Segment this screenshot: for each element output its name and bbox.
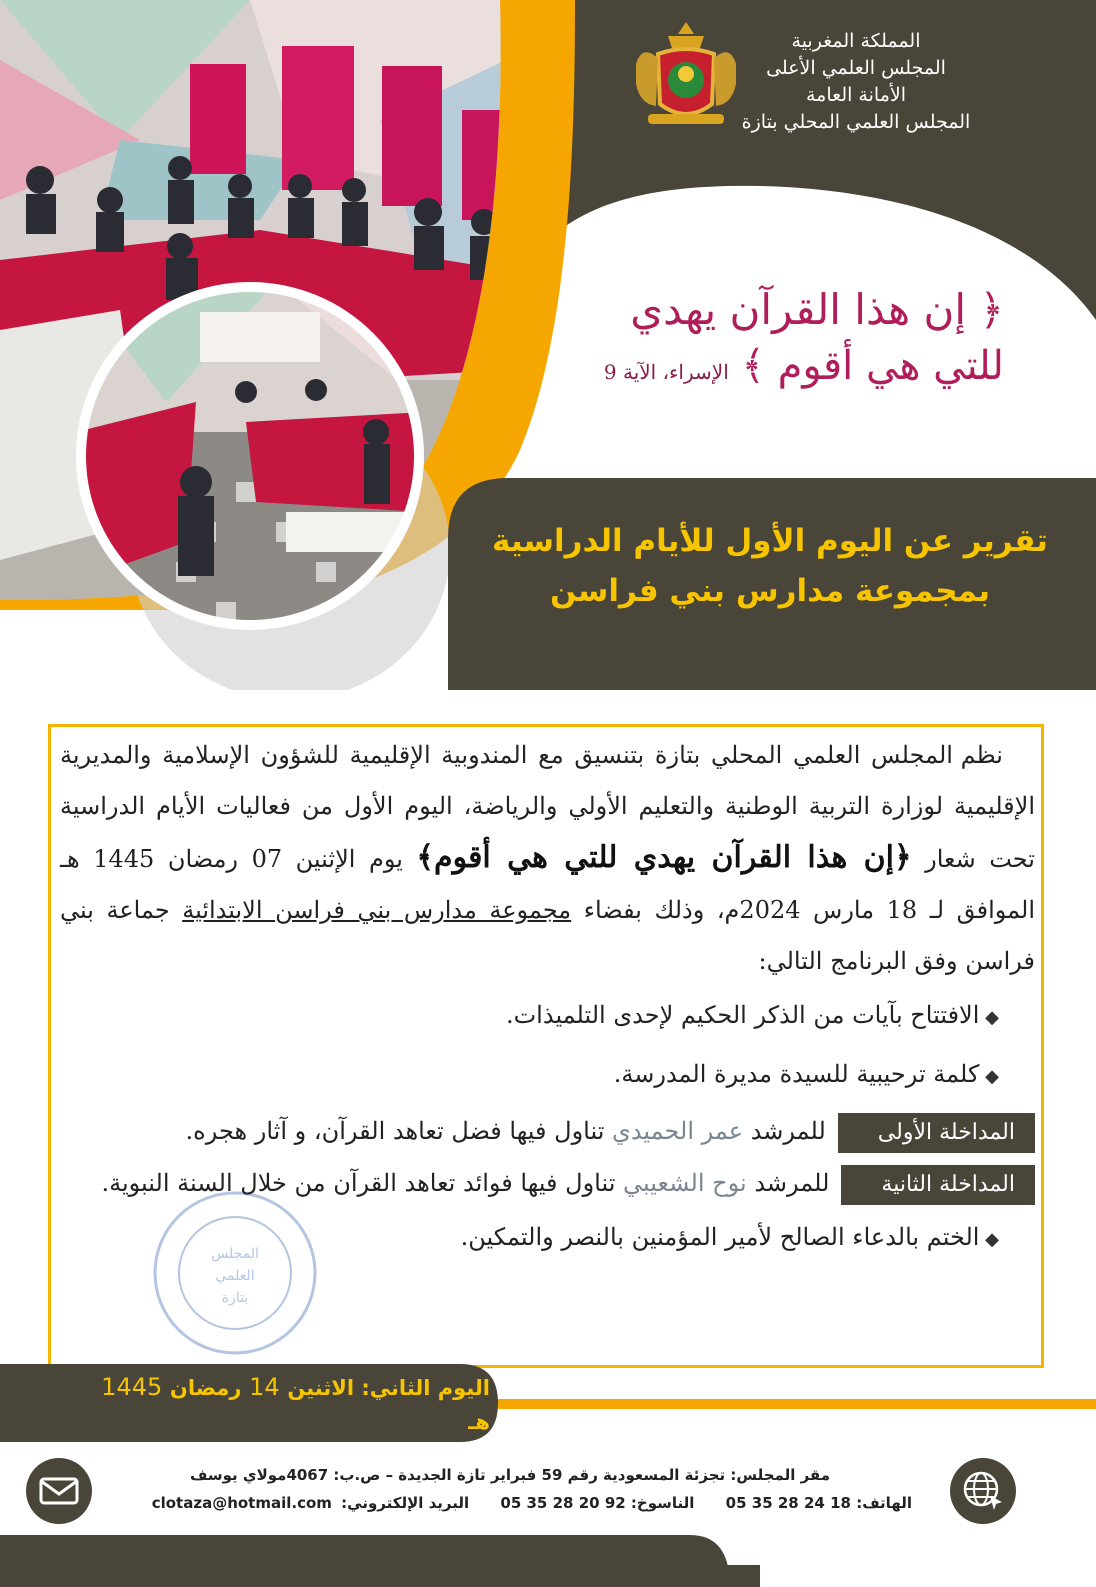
header-line-3: الأمانة العامة xyxy=(806,84,906,106)
title-line-1: تقرير عن اليوم الأول للأيام الدراسية xyxy=(492,523,1048,559)
header-line-1: المملكة المغربية xyxy=(791,30,921,52)
footer-address: مقر المجلس: تجزئة المسعودية رقم 59 فبراير تازة الجديدة – ص.ب: 4067مولاي يوسف xyxy=(189,1466,830,1484)
footer-email[interactable]: clotaza@hotmail.com xyxy=(151,1494,332,1512)
day2-hijri-month: رمضان xyxy=(169,1376,242,1400)
svg-text:بتازة: بتازة xyxy=(221,1290,249,1306)
verse-line-2 xyxy=(534,338,1004,400)
session-2-prefix: للمرشد xyxy=(746,1169,830,1197)
session-1-speaker: عمر الحميدي xyxy=(612,1117,744,1145)
footer-email-label: البريد الإلكتروني: xyxy=(335,1494,470,1512)
slogan-quote: ﴿إن هذا القرآن يهدي للتي هي أقوم﴾ xyxy=(416,840,912,875)
report-body xyxy=(60,730,1035,1268)
footer-contacts xyxy=(112,1494,912,1512)
program-intro: جماعة بني فراسن وفق البرنامج التالي: xyxy=(60,896,1035,975)
program-item-1: ◆ الافتتاح بآيات من الذكر الحكيم لإحدى التلميذات. xyxy=(60,987,999,1046)
day2-hijri-suffix: هـ xyxy=(468,1410,490,1434)
quran-verse xyxy=(534,282,1004,400)
session-1-tag: المداخلة الأولى xyxy=(838,1113,1035,1153)
orange-divider xyxy=(498,1399,1096,1409)
session-2 xyxy=(60,1157,1035,1209)
title-line-2: بمجموعة مدارس بني فراسن xyxy=(550,573,990,609)
report-title xyxy=(480,516,1060,616)
globe-icon[interactable] xyxy=(950,1458,1016,1524)
session-2-text: تناول فيها فوائد تعاهد القرآن من خلال السنة النبوية. xyxy=(101,1169,624,1197)
day2-line-1 xyxy=(90,1370,490,1439)
session-2-tag: المداخلة الثانية xyxy=(841,1165,1035,1205)
header-institution xyxy=(726,28,986,136)
verse-reference: الإسراء، الآية 9 xyxy=(603,360,729,384)
mail-icon[interactable] xyxy=(26,1458,92,1524)
classroom-photo-circle xyxy=(76,282,424,630)
header-line-2: المجلس العلمي الأعلى xyxy=(766,57,946,79)
intro-text: نظم المجلس العلمي المحلي بتازة بتنسيق مع المندوبية الإقليمية للشؤون الإسلامية والمديرية الإقليمية لوزارة التربية الوطنية والتعليم الأولي والرياضة، اليوم الأول من فعاليات الأيام الدراسية تحت شعار xyxy=(60,741,1035,873)
day2-day: 14 xyxy=(241,1373,288,1401)
day2-label: اليوم الثاني xyxy=(369,1376,490,1400)
session-1-prefix: للمرشد xyxy=(743,1117,826,1145)
verse-line-2-text: للتي هي أقوم ﴾ xyxy=(741,343,1004,389)
program-item-3: ◆ الختم بالدعاء الصالح لأمير المؤمنين بالنصر والتمكين. xyxy=(60,1209,999,1268)
header-line-4: المجلس العلمي المحلي بتازة xyxy=(741,111,971,133)
school-name: مجموعة مدارس بني فراسن الابتدائية xyxy=(182,896,572,924)
date-text: يوم الإثنين 07 رمضان 1445 هـ الموافق لـ 18 مارس 2024م، وذلك بفضاء xyxy=(60,845,1035,924)
footer-fax: الناسوخ: 92 20 28 35 05 xyxy=(500,1494,695,1512)
verse-line-1: ﴿ إن هذا القرآن يهدي xyxy=(630,285,1004,334)
session-1 xyxy=(60,1105,1035,1157)
intro-paragraph xyxy=(60,730,1035,987)
day2-hijri-year: 1445 xyxy=(101,1373,170,1401)
svg-text:المجلس: المجلس xyxy=(211,1246,259,1262)
footer-phone: الهاتف: 18 24 28 35 05 xyxy=(725,1494,912,1512)
svg-text:العلمي: العلمي xyxy=(215,1268,255,1284)
session-1-text: تناول فيها فضل تعاهد القرآن، و آثار هجره. xyxy=(185,1117,613,1145)
day2-weekday: : الاثنين xyxy=(287,1376,370,1400)
program-item-2: ◆ كلمة ترحيبية للسيدة مديرة المدرسة. xyxy=(60,1046,999,1105)
session-2-speaker: نوح الشعيبي xyxy=(623,1169,747,1197)
